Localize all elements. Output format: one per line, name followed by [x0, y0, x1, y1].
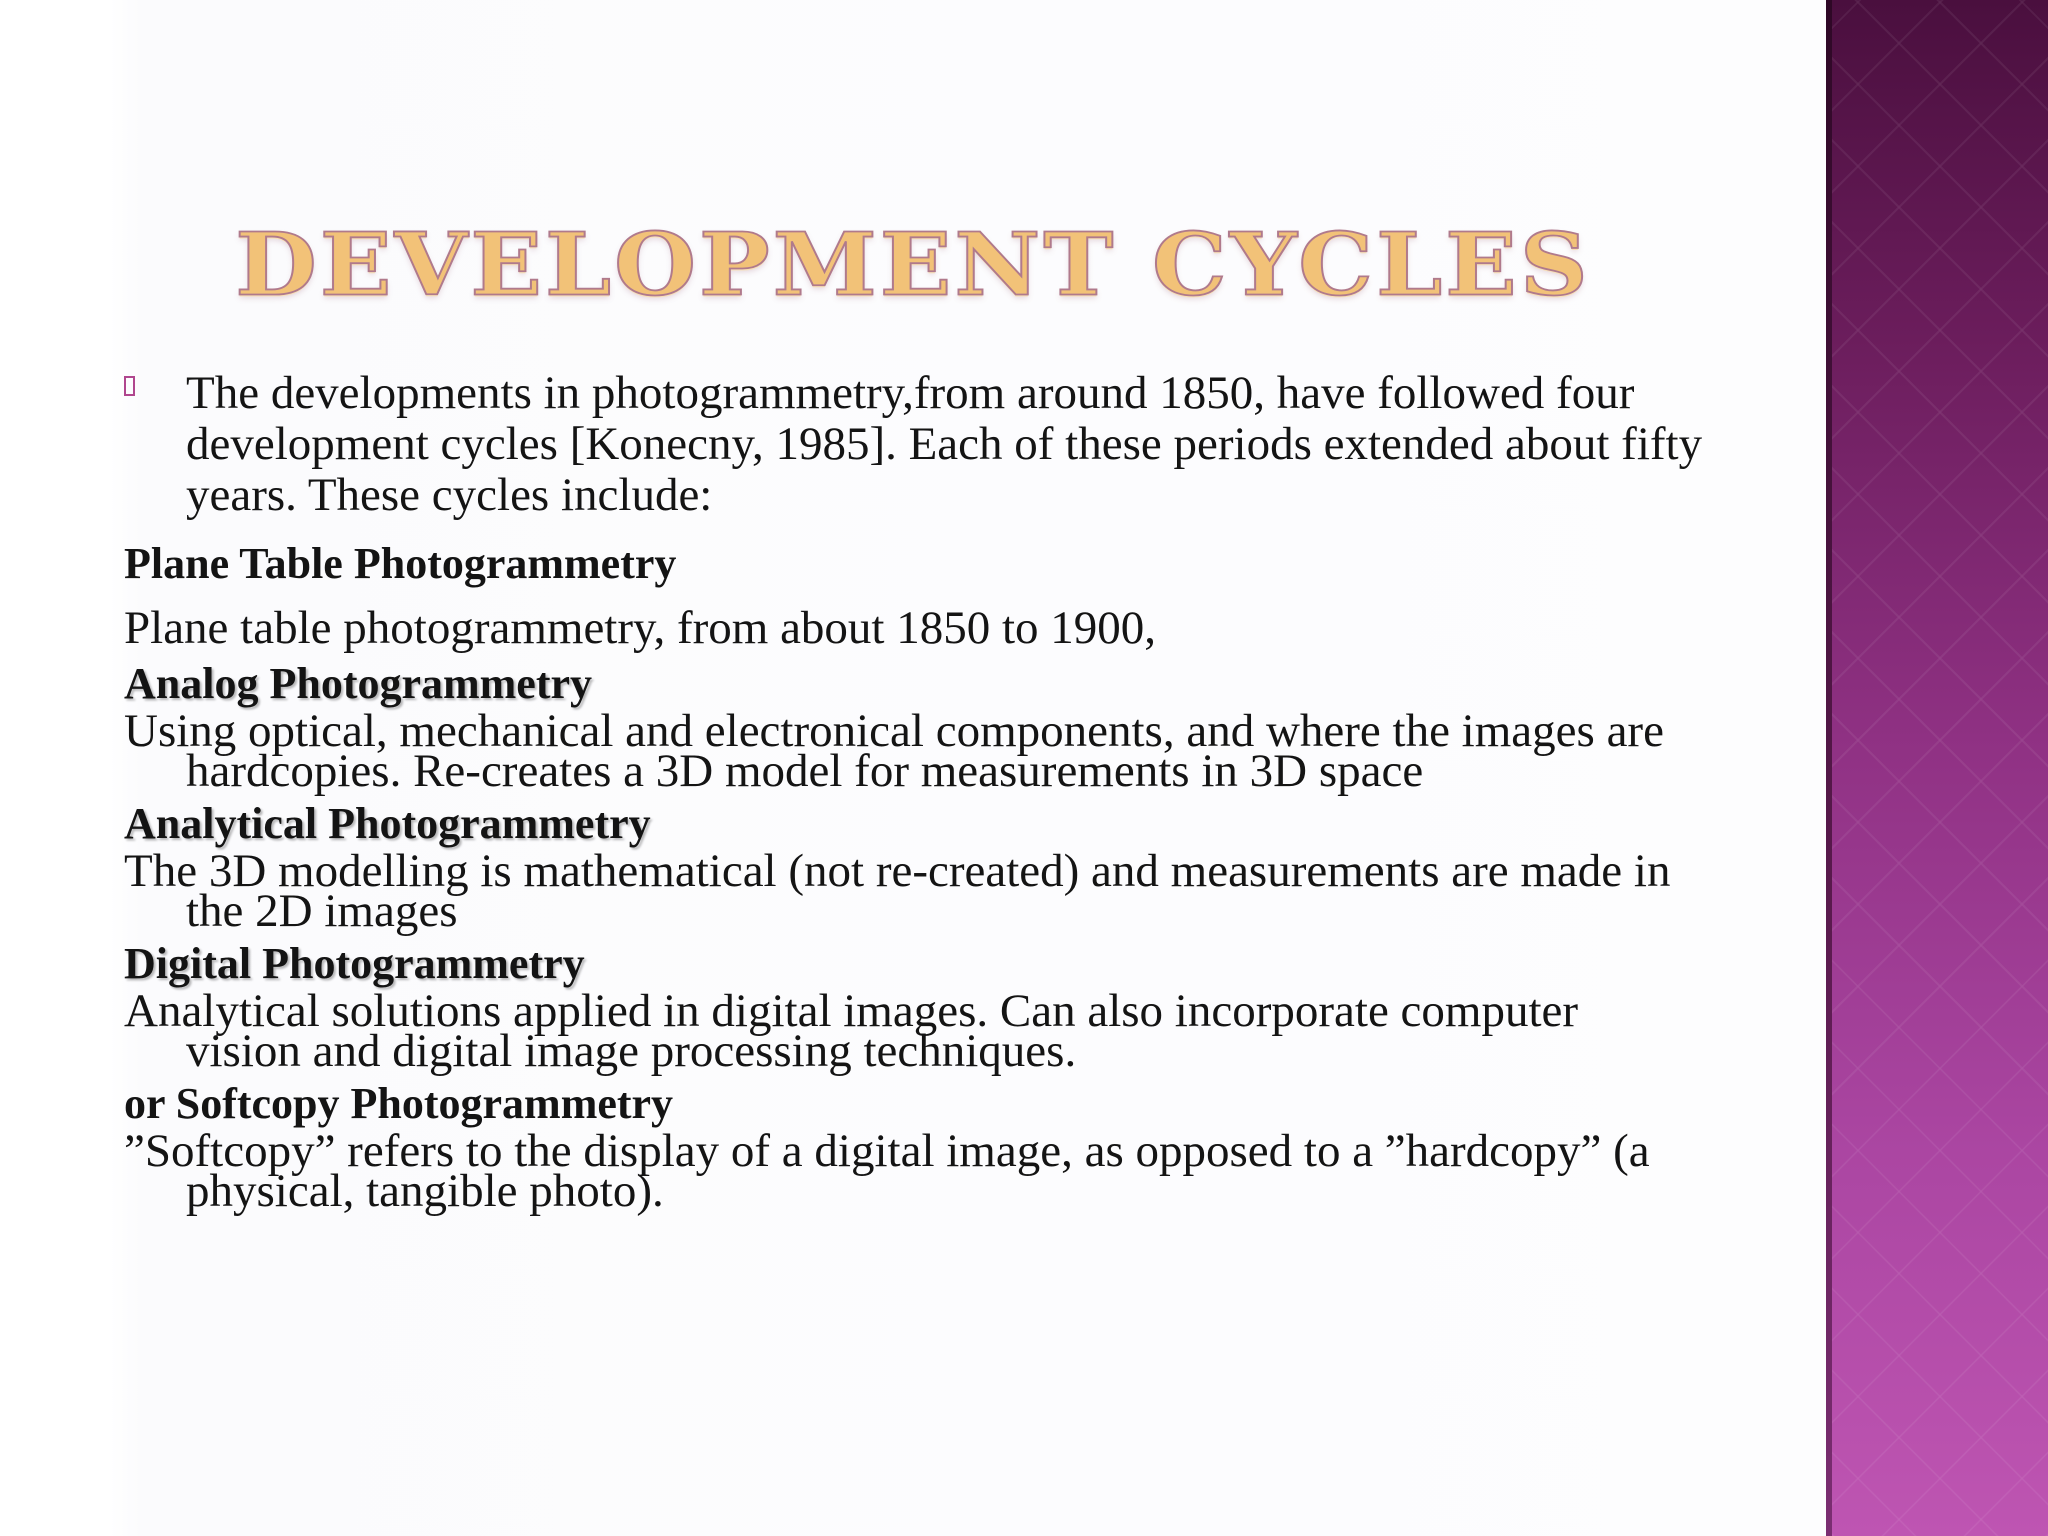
square-bullet-icon	[124, 376, 135, 396]
section-heading-analytical: Analytical Photogrammetry	[124, 799, 651, 848]
slide-body	[124, 368, 1704, 1217]
section-heading-analog: Analog Photogrammetry	[124, 659, 593, 708]
section-desc-analog: Using optical, mechanical and electronical components, and where the images are hardcopies. Re-creates a 3D model for measurements in 3D space	[124, 705, 1664, 797]
section-heading-softcopy: or Softcopy Photogrammetry	[124, 1079, 674, 1128]
decorative-side-band	[1826, 0, 2048, 1536]
intro-bullet	[124, 368, 1704, 521]
intro-text: The developments in photogrammetry,from around 1850, have followed four development cycles [Konecny, 1985]. Each of these periods extended about fifty years. These cycles include:	[186, 367, 1703, 521]
section-desc-analytical: The 3D modelling is mathematical (not re-created) and measurements are made in the 2D images	[124, 845, 1671, 937]
section-desc-plane-table: Plane table photogrammetry, from about 1850 to 1900,	[124, 602, 1157, 654]
section-heading-digital: Digital Photogrammetry	[124, 939, 585, 988]
section-heading-plane-table: Plane Table Photogrammetry	[124, 539, 677, 588]
slide-title: DEVELOPMENT CYCLES	[235, 214, 1591, 316]
section-desc-softcopy: ”Softcopy” refers to the display of a digital image, as opposed to a ”hardcopy” (a physical, tangible photo).	[124, 1125, 1650, 1217]
side-band-pattern	[1832, 0, 2048, 1536]
section-desc-digital: Analytical solutions applied in digital images. Can also incorporate computer vision and digital image processing techniques.	[124, 985, 1579, 1077]
